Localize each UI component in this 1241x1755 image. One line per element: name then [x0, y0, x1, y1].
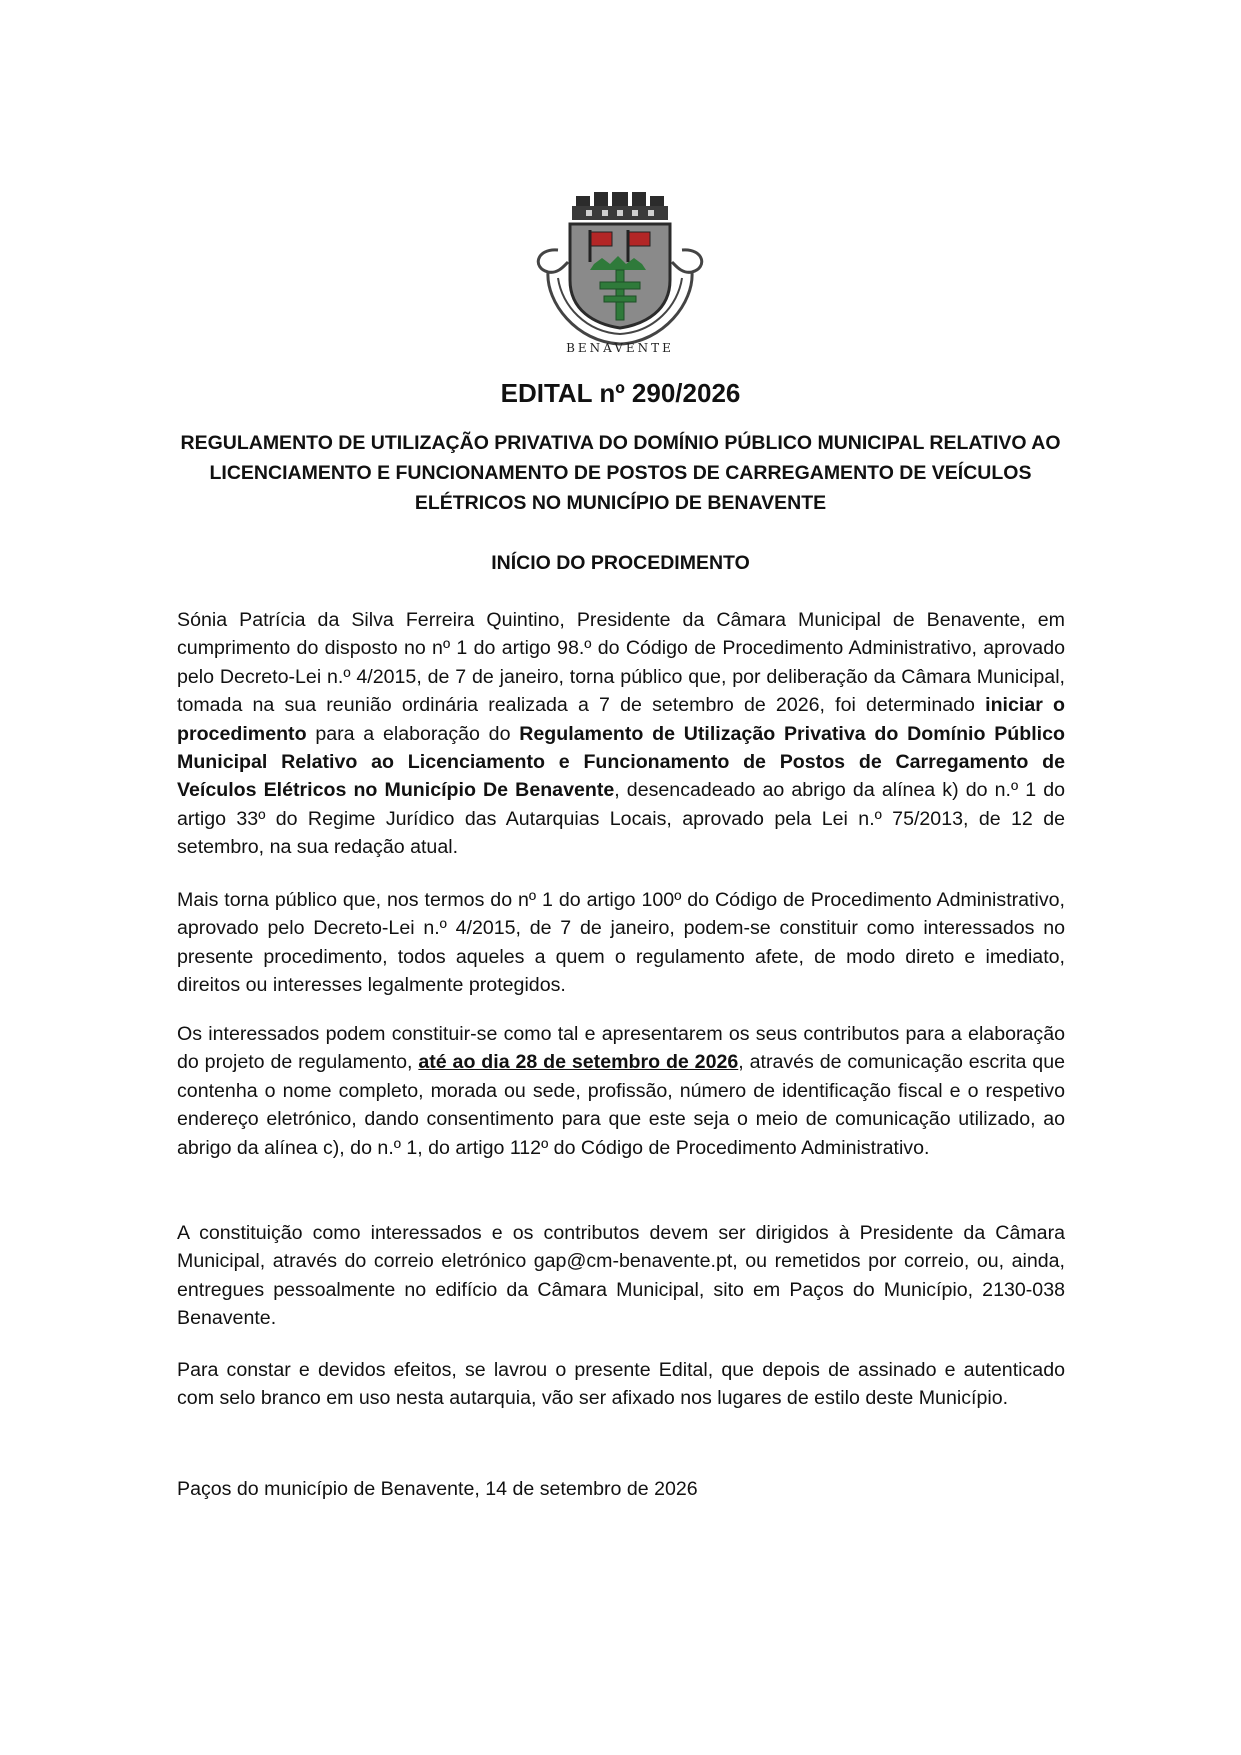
logo-motto: BENAVENTE [566, 341, 674, 354]
paragraph-2: Mais torna público que, nos termos do nº 1 do artigo 100º do Código de Procedimento Administrativo, aprovado pelo Decreto-Lei n.º 4/2015, de 7 de janeiro, podem-se constituir como interessados no presente procedimento, todos aqueles a quem o regulamento afete, de modo direto e imediato, direitos ou interesses legalmente protegidos. [177, 889, 1065, 997]
section-heading: INÍCIO DO PROCEDIMENTO [491, 552, 750, 574]
paragraph-3-text-c: , através de comunicação escrita que contenha o nome completo, morada ou sede, profissão, número de identificação fiscal e o respetivo endereço eletrónico, dando consentimento para que este seja o meio de comunicação utilizado, ao abrigo da alínea c), do n.º 1, do artigo 112º do Código de Procedimento Administrativo. [177, 1051, 1065, 1159]
crown-icon [572, 192, 668, 220]
paragraph-1-text-a: Sónia Patrícia da Silva Ferreira Quintino, Presidente da Câmara Municipal de Benavente, em cumprimento do disposto no nº 1 do artigo 98.º do Código de Procedimento Administrativo, aprovado pelo Decreto-Lei n.º 4/2015, de 7 de janeiro, torna público que, por deliberação da Câmara Municipal, tomada na sua reunião ordinária realizada a 7 de setembro de 2026, foi determinado [177, 609, 1065, 717]
paragraph-4: A constituição como interessados e os contributos devem ser dirigidos à Presidente da Câmara Municipal, através do correio eletrónico gap@cm-benavente.pt, ou remetidos por correio, ou, ainda, entregues pessoalmente no edifício da Câmara Municipal, sito em Paços do Município, 2130-038 Benavente. [177, 1222, 1065, 1330]
banner-icon [590, 232, 612, 246]
paragraph-1-text-e: , desencadeado ao abrigo da alínea k) do n.º 1 do artigo 33º do Regime Jurídico das Autarquias Locais, aprovado pela Lei n.º 75/2013, de 12 de setembro, na sua redação atual. [177, 779, 1065, 859]
paragraph-3 [177, 1020, 1065, 1162]
regulation-subtitle: REGULAMENTO DE UTILIZAÇÃO PRIVATIVA DO DOMÍNIO PÚBLICO MUNICIPAL RELATIVO AO LICENCIAMENTO E FUNCIONAMENTO DE POSTOS DE CARREGAMENTO DE VEÍCULOS ELÉTRICOS NO MUNICÍPIO DE BENAVENTE [180, 432, 1061, 514]
paragraph-1-bold-regulation: Regulamento de Utilização Privativa do Domínio Público Municipal Relativo ao Licenciamento e Funcionamento de Postos de Carregamento de Veículos Elétricos no Município De Benavente [177, 722, 1065, 802]
coat-of-arms-logo [528, 192, 712, 354]
paragraph-1 [177, 606, 1065, 862]
page-title: EDITAL nº 290/2026 [500, 378, 741, 408]
paragraph-3-text-a: Os interessados podem constituir-se como tal e apresentarem os seus contributos para a elaboração do projeto de regulamento, [177, 1023, 1065, 1074]
paragraph-1-text-c: para a elaboração do [306, 722, 520, 745]
paragraph-5: Para constar e devidos efeitos, se lavrou o presente Edital, que depois de assinado e autenticado com selo branco em uso nesta autarquia, vão ser afixado nos lugares de estilo deste Município. [177, 1359, 1065, 1410]
banner-icon-2 [628, 232, 650, 246]
paragraph-1-bold-procedure: iniciar o procedimento [177, 694, 1065, 745]
closing-place-date: Paços do município de Benavente, 14 de setembro de 2026 [177, 1478, 698, 1500]
deadline-highlight: até ao dia 28 de setembro de 2026 [418, 1051, 739, 1074]
